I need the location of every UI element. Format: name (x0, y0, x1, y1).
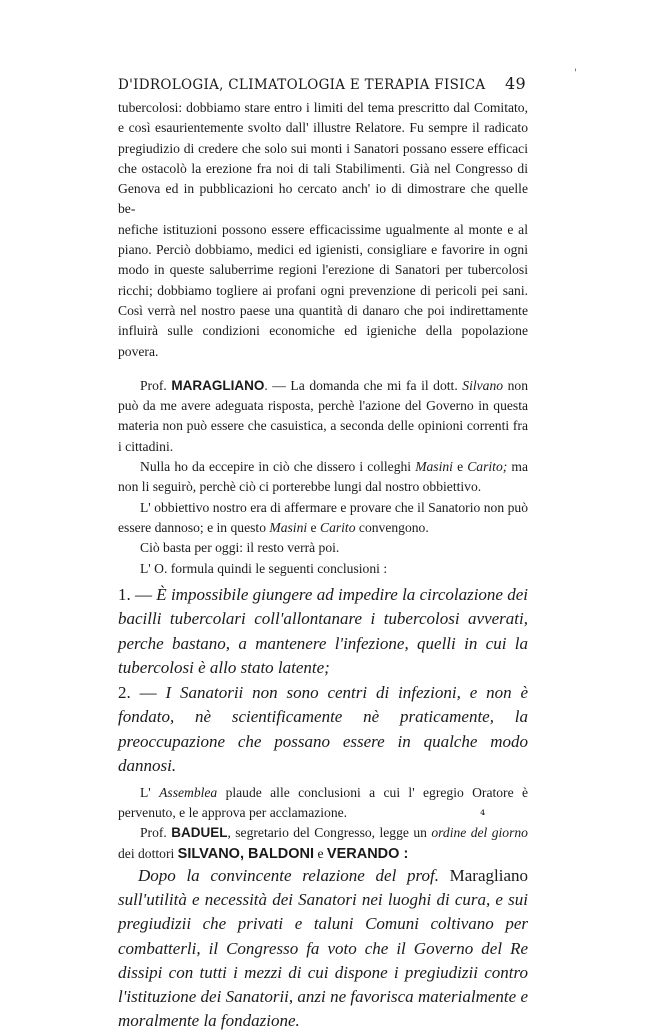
paragraph: L' obbiettivo nostro era di affermare e provare che il Sanatorio non può essere dannoso; e in questo Masini e Carito convengono. (118, 499, 528, 535)
text-line: pregiudizio di credere che solo sui monti i Sanatori possano essere efficaci (118, 140, 528, 156)
opening-paragraph (118, 98, 528, 362)
running-header (118, 74, 526, 93)
paragraph: L' O. formula quindi le seguenti conclusioni : (140, 560, 388, 576)
conclusion-2: 2. — I Sanatorii non sono centri di infezioni, e non è fondato, nè scientificamente nè praticamente, la preoccupazione che possano essere in qualche modo dannosi. (118, 682, 528, 776)
baduel-paragraph: Prof. BADUEL, segretario del Congresso, legge un ordine del giorno dei dottori SILVANO, BALDONI e VERANDO : (118, 825, 528, 862)
text-line: ricchi; dobbiamo togliere ai profani ogni prevenzione di pericoli pei sani. (118, 282, 528, 298)
text-line: tubercolosi: dobbiamo stare entro i limiti del tema prescritto dal Comitato, (118, 100, 528, 115)
text-line: nefiche istituzioni possono essere efficacissime ugualmente al monte e al (118, 221, 528, 237)
speaker-name: MARAGLIANO (171, 377, 265, 393)
text-line: modo in queste saluberrime regioni l'erezione di Sanatori per tubercolosi (118, 262, 528, 278)
speaker-name: BADUEL (171, 825, 228, 841)
conclusion-1: 1. — È impossibile giungere ad impedire la circolazione dei bacilli tubercolari coll'allontanare i tubercolosi avverati, perche bastano, a mantenere l'infezione, quelli in cui la tubercolosi è allo stato latente; (118, 584, 529, 678)
text-line: influirà sulle condizioni economiche ed igieniche della popolazione povera. (118, 323, 528, 359)
page-body (118, 98, 528, 1033)
resolution-text: Dopo la convincente relazione del prof. Maragliano sull'utilità e necessità dei Sanatori nei luoghi di cura, e sui pregiudizii che privati e taluni Comuni coltivano per combatterli, il Congresso fa voto che il Governo del Re dissipi con tutti i mezzi di cui dispone i pregiudizii contro l'istituzione dei Sanatorii, anzi ne favorisca materialmente e moralmente la fondazione. (118, 866, 528, 1031)
page-number: 49 (505, 74, 526, 93)
maragliano-paragraph: Prof. MARAGLIANO. — La domanda che mi fa il dott. Silvano non può da me avere adeguata risposta, perchè l'azione del Governo in questa materia non può essere che casuistica, a seconda delle opinioni correnti fra i cittadini. (118, 377, 528, 454)
text-line: Così verrà nel nostro paese una quantità di danaro che poi indirettamente (118, 302, 528, 318)
running-title: D'IDROLOGIA, CLIMATOLOGIA E TERAPIA FISICA (118, 77, 486, 93)
text-line: Genova ed in pubblicazioni ho cercato anch' io di dimostrare che quelle be- (118, 181, 528, 217)
footer-mark: ⁴ (480, 808, 486, 823)
text-line: e così esaurientemente svolto dall' illustre Relatore. Fu sempre il radicato (118, 120, 528, 136)
text-line: che ostacolò la erezione fra noi di tali Stabilimenti. Già nel Congresso di (118, 160, 528, 176)
paragraph: Nulla ho da eccepire in ciò che dissero i colleghi Masini e Carito; ma non li seguirò, perchè ciò ci porterebbe lungi dal nostro obbiettivo. (118, 459, 528, 495)
paragraph: Ciò basta per oggi: il resto verrà poi. (140, 540, 340, 556)
edge-mark: ' (574, 68, 577, 79)
text-line: piano. Perciò dobbiamo, medici ed igienisti, consigliare e favorire in ogni (118, 242, 528, 258)
assembly-paragraph: L' Assemblea plaude alle conclusioni a cui l' egregio Oratore è pervenuto, e le approva per acclamazione. (118, 784, 528, 821)
